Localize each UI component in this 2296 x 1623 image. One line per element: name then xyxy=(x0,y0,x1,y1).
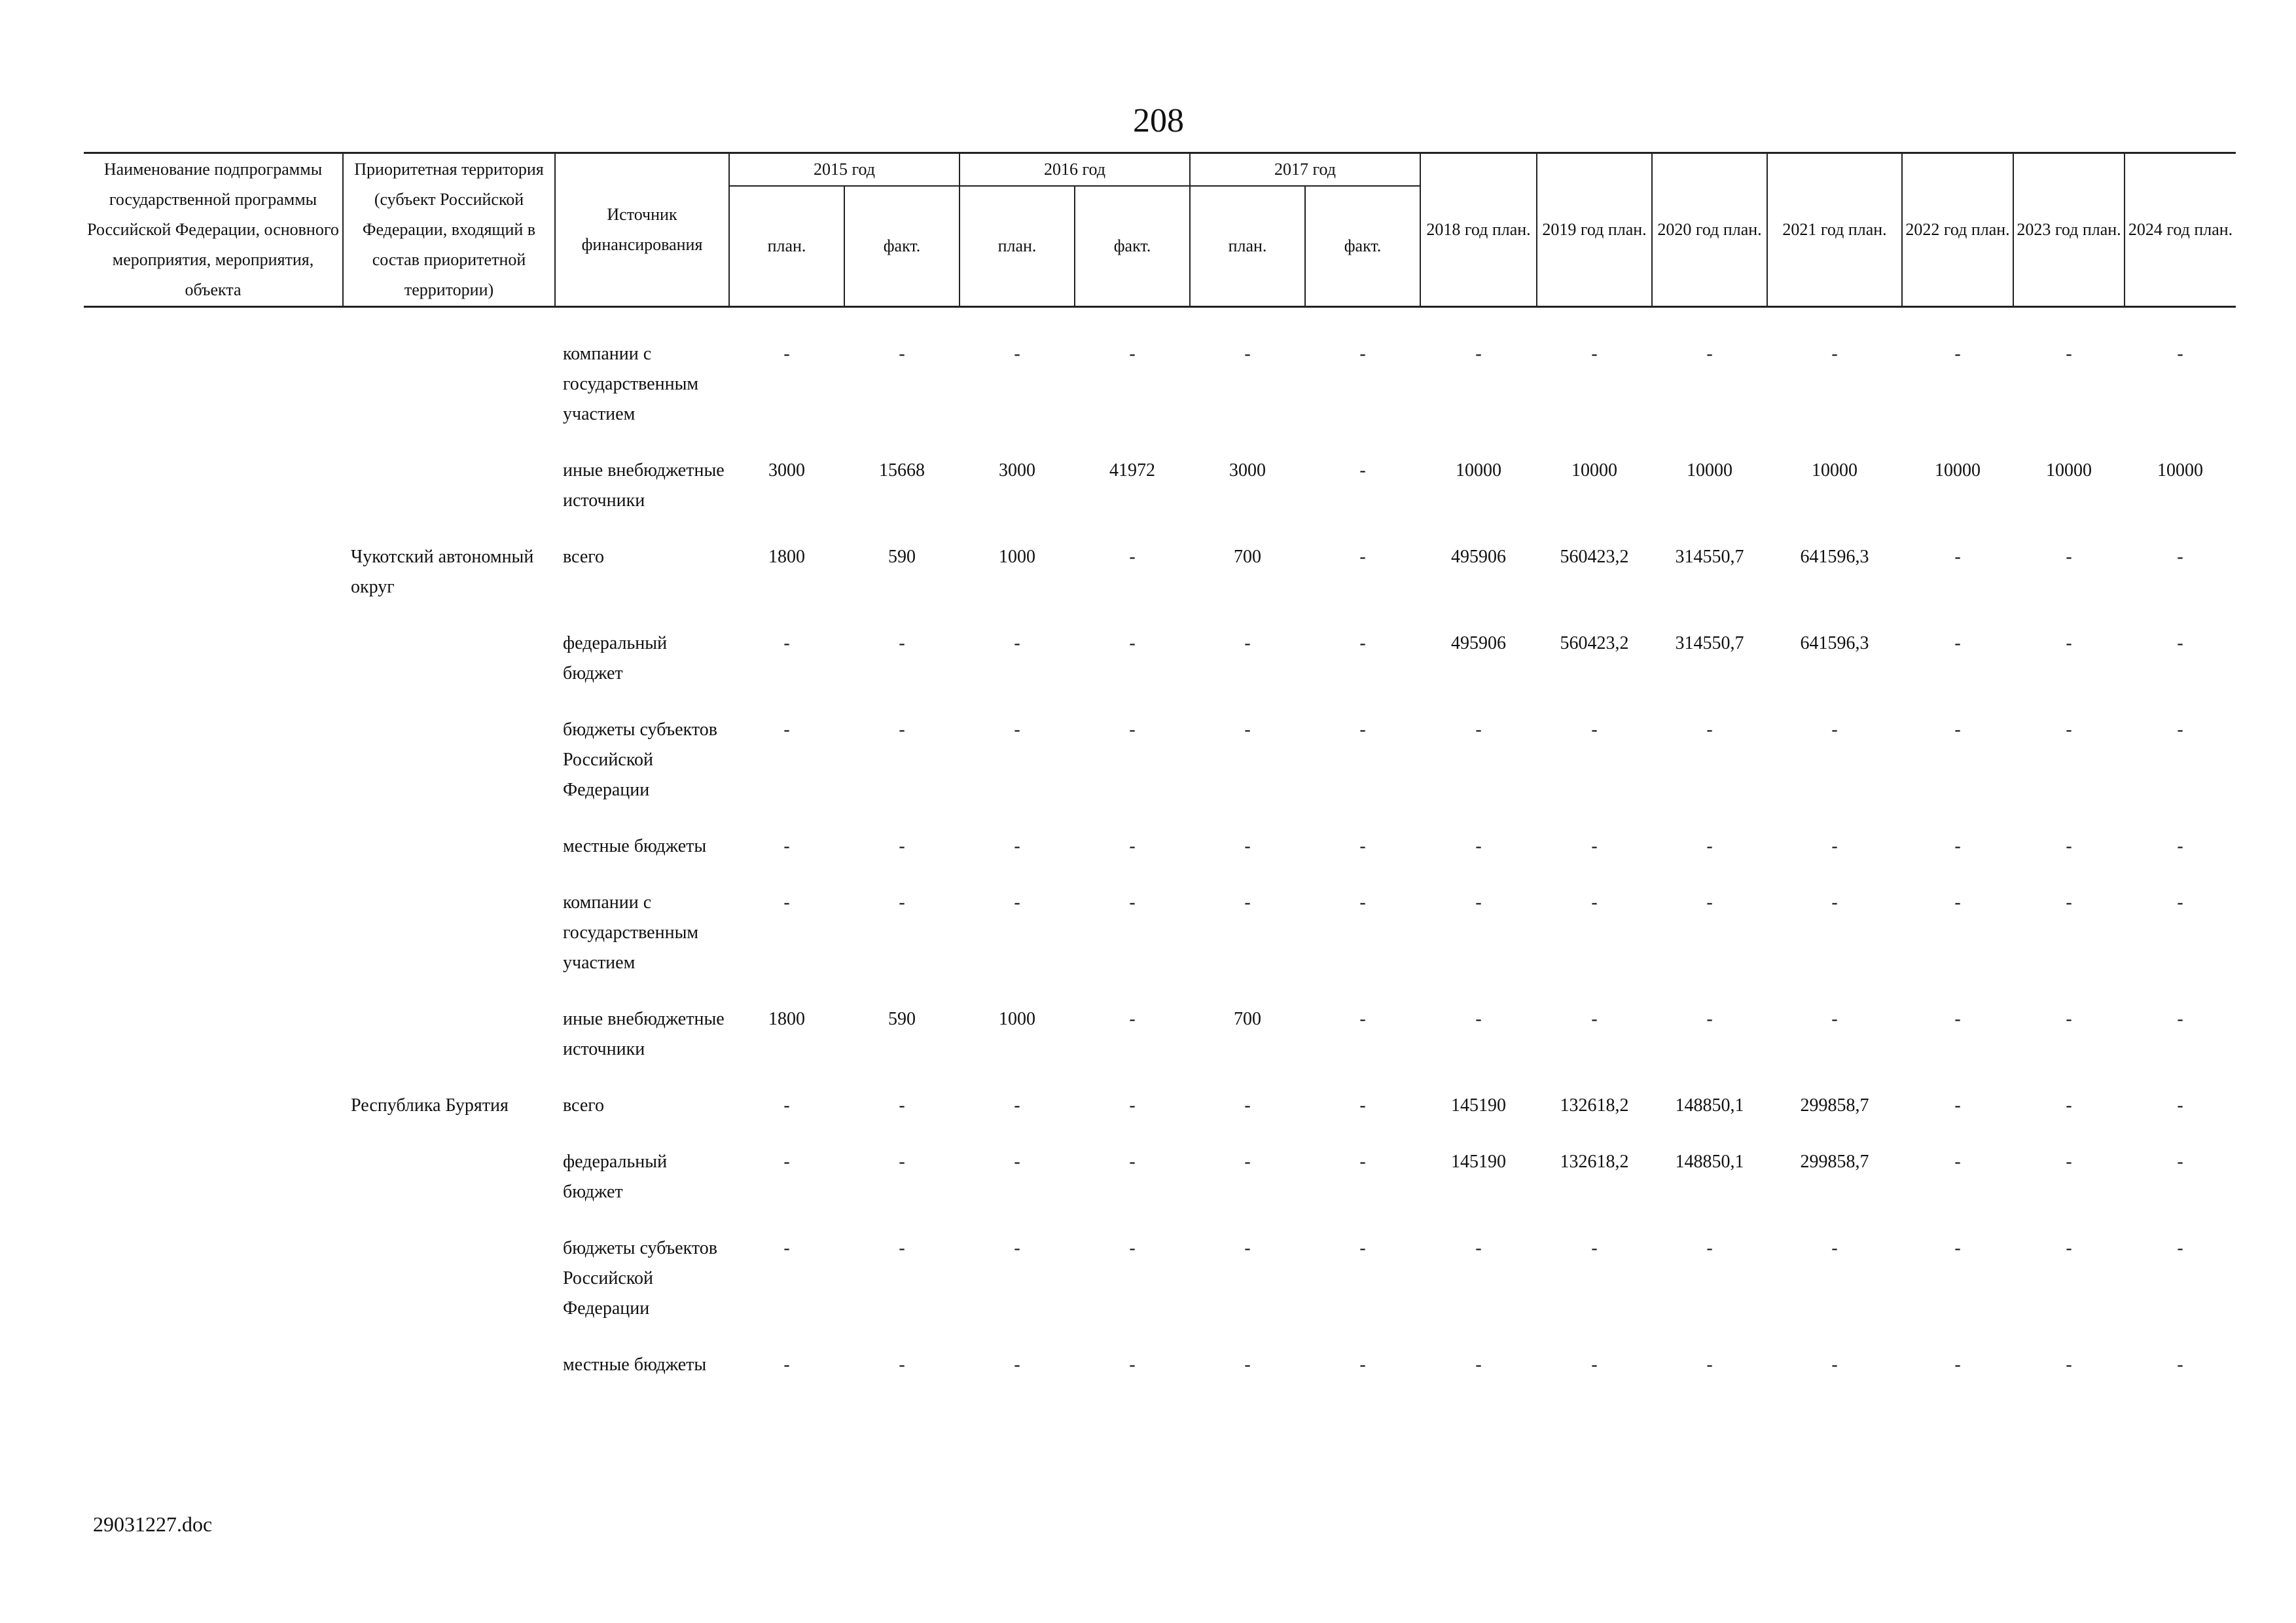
value-cell: 299858,7 xyxy=(1800,1152,1869,1172)
value-cell: - xyxy=(1954,836,1961,856)
table-row xyxy=(84,818,2236,875)
header-2021-plan: 2021 год план. xyxy=(1767,153,1902,307)
value-cell: - xyxy=(1359,344,1366,364)
value-cell: - xyxy=(1706,344,1713,364)
table-row xyxy=(84,529,2236,615)
value-cell: - xyxy=(2177,892,2183,913)
table-row xyxy=(84,702,2236,818)
value-cell: - xyxy=(1014,1095,1020,1116)
header-2018-plan: 2018 год план. xyxy=(1420,153,1537,307)
value-cell: - xyxy=(1475,1238,1482,1258)
value-cell: - xyxy=(2066,633,2072,653)
territory-cell xyxy=(343,443,555,529)
value-cell: - xyxy=(1706,720,1713,740)
value-cell: - xyxy=(1244,720,1251,740)
value-cell: - xyxy=(783,344,790,364)
funding-source-cell: бюджеты субъектов Российской Федерации xyxy=(563,1238,717,1319)
value-cell: 590 xyxy=(888,1009,916,1029)
header-2015-plan: план. xyxy=(729,186,844,307)
value-cell: 700 xyxy=(1234,547,1261,567)
value-cell: - xyxy=(1129,344,1136,364)
funding-source-cell: федеральный бюджет xyxy=(563,633,668,684)
value-cell: 148850,1 xyxy=(1675,1095,1744,1116)
value-cell: - xyxy=(1475,1009,1482,1029)
funding-source-cell: компании с государственным участием xyxy=(563,344,699,424)
value-cell: - xyxy=(899,892,905,913)
value-cell: 145190 xyxy=(1451,1152,1506,1172)
value-cell: - xyxy=(1954,720,1961,740)
value-cell: - xyxy=(2066,1152,2072,1172)
value-cell: - xyxy=(1244,344,1251,364)
header-2016-plan: план. xyxy=(960,186,1075,307)
subprogram-name-cell xyxy=(84,1078,343,1134)
value-cell: - xyxy=(1244,1095,1251,1116)
funding-source-cell: местные бюджеты xyxy=(563,836,707,856)
value-cell: - xyxy=(783,633,790,653)
value-cell: - xyxy=(2066,1095,2072,1116)
value-cell: - xyxy=(1359,1152,1366,1172)
territory-cell: Республика Бурятия xyxy=(351,1095,509,1116)
value-cell: - xyxy=(1591,344,1598,364)
value-cell: 10000 xyxy=(1812,460,1857,481)
value-cell: - xyxy=(1954,344,1961,364)
value-cell: - xyxy=(1129,1009,1136,1029)
value-cell: 145190 xyxy=(1451,1095,1506,1116)
value-cell: - xyxy=(1954,1238,1961,1258)
territory-cell xyxy=(343,875,555,991)
value-cell: - xyxy=(783,1152,790,1172)
value-cell: - xyxy=(1359,836,1366,856)
subprogram-name-cell xyxy=(84,702,343,818)
subprogram-name-cell xyxy=(84,443,343,529)
value-cell: - xyxy=(2177,1009,2183,1029)
value-cell: - xyxy=(1591,892,1598,913)
territory-cell xyxy=(343,615,555,702)
value-cell: - xyxy=(2177,547,2183,567)
value-cell: - xyxy=(1129,720,1136,740)
header-year-2017: 2017 год xyxy=(1190,153,1420,187)
subprogram-name-cell xyxy=(84,1337,343,1393)
value-cell: - xyxy=(1954,1095,1961,1116)
document-file-name: 29031227.doc xyxy=(93,1512,213,1536)
value-cell: 314550,7 xyxy=(1675,633,1744,653)
value-cell: - xyxy=(1359,460,1366,481)
value-cell: 299858,7 xyxy=(1800,1095,1869,1116)
value-cell: 495906 xyxy=(1451,547,1506,567)
value-cell: 1000 xyxy=(999,1009,1035,1029)
table-row xyxy=(84,1220,2236,1337)
value-cell: - xyxy=(1831,836,1838,856)
value-cell: - xyxy=(2177,344,2183,364)
value-cell: 10000 xyxy=(2046,460,2092,481)
value-cell: - xyxy=(1954,1152,1961,1172)
value-cell: - xyxy=(1475,836,1482,856)
value-cell: - xyxy=(2177,836,2183,856)
value-cell: - xyxy=(1831,1355,1838,1375)
header-row-1 xyxy=(84,153,2236,187)
value-cell: - xyxy=(899,633,905,653)
territory-cell xyxy=(343,1134,555,1220)
value-cell: - xyxy=(1706,1009,1713,1029)
value-cell: - xyxy=(783,1238,790,1258)
header-2024-plan: 2024 год план. xyxy=(2125,153,2236,307)
value-cell: 41972 xyxy=(1109,460,1155,481)
value-cell: 10000 xyxy=(1687,460,1732,481)
value-cell: - xyxy=(1244,1152,1251,1172)
value-cell: - xyxy=(1831,892,1838,913)
value-cell: - xyxy=(899,344,905,364)
value-cell: - xyxy=(1129,547,1136,567)
funding-source-cell: иные внебюджетные источники xyxy=(563,460,725,511)
value-cell: - xyxy=(2177,720,2183,740)
value-cell: - xyxy=(2066,1355,2072,1375)
value-cell: 148850,1 xyxy=(1675,1152,1744,1172)
value-cell: - xyxy=(1831,720,1838,740)
value-cell: 10000 xyxy=(1935,460,1981,481)
value-cell: - xyxy=(783,1355,790,1375)
value-cell: - xyxy=(1475,344,1482,364)
table-row xyxy=(84,1078,2236,1134)
header-2019-plan: 2019 год план. xyxy=(1537,153,1652,307)
value-cell: - xyxy=(2066,344,2072,364)
value-cell: - xyxy=(899,1355,905,1375)
value-cell: - xyxy=(1244,1238,1251,1258)
value-cell: - xyxy=(1591,1009,1598,1029)
value-cell: - xyxy=(1014,1152,1020,1172)
header-2016-fact: факт. xyxy=(1075,186,1190,307)
value-cell: - xyxy=(2177,633,2183,653)
subprogram-name-cell xyxy=(84,818,343,875)
header-subprogram-name: Наименование подпрограммы государственной программы Российской Федерации, основного мероприятия, мероприятия, объекта xyxy=(84,153,343,307)
header-year-2015: 2015 год xyxy=(729,153,960,187)
table-row xyxy=(84,307,2236,443)
value-cell: 132618,2 xyxy=(1560,1095,1629,1116)
value-cell: - xyxy=(2177,1238,2183,1258)
value-cell: - xyxy=(1706,892,1713,913)
subprogram-name-cell xyxy=(84,529,343,615)
territory-cell xyxy=(343,307,555,443)
value-cell: - xyxy=(1244,633,1251,653)
value-cell: - xyxy=(783,1095,790,1116)
value-cell: - xyxy=(1014,633,1020,653)
value-cell: - xyxy=(899,836,905,856)
value-cell: 1800 xyxy=(768,547,805,567)
value-cell: - xyxy=(1129,1095,1136,1116)
table-row xyxy=(84,875,2236,991)
value-cell: - xyxy=(1014,1238,1020,1258)
value-cell: 1800 xyxy=(768,1009,805,1029)
value-cell: 1000 xyxy=(999,547,1035,567)
value-cell: - xyxy=(1954,547,1961,567)
territory-cell xyxy=(343,991,555,1078)
value-cell: - xyxy=(2177,1095,2183,1116)
value-cell: - xyxy=(1359,892,1366,913)
value-cell: - xyxy=(1831,1238,1838,1258)
header-2023-plan: 2023 год план. xyxy=(2013,153,2125,307)
value-cell: - xyxy=(1359,720,1366,740)
value-cell: - xyxy=(783,836,790,856)
value-cell: - xyxy=(2177,1355,2183,1375)
value-cell: - xyxy=(1359,1095,1366,1116)
subprogram-name-cell xyxy=(84,991,343,1078)
value-cell: - xyxy=(2066,1009,2072,1029)
value-cell: 15668 xyxy=(879,460,925,481)
value-cell: 3000 xyxy=(999,460,1035,481)
value-cell: - xyxy=(1954,633,1961,653)
value-cell: - xyxy=(899,1095,905,1116)
value-cell: - xyxy=(783,720,790,740)
value-cell: 560423,2 xyxy=(1560,633,1629,653)
value-cell: - xyxy=(1129,1238,1136,1258)
funding-source-cell: иные внебюджетные источники xyxy=(563,1009,725,1059)
value-cell: - xyxy=(1359,1355,1366,1375)
table-row xyxy=(84,1134,2236,1220)
table-row xyxy=(84,991,2236,1078)
territory-cell xyxy=(343,818,555,875)
value-cell: - xyxy=(2066,892,2072,913)
value-cell: - xyxy=(1129,836,1136,856)
funding-source-cell: всего xyxy=(563,1095,605,1116)
value-cell: 314550,7 xyxy=(1675,547,1744,567)
value-cell: - xyxy=(1591,720,1598,740)
value-cell: - xyxy=(1359,633,1366,653)
table-body xyxy=(84,307,2236,1394)
value-cell: - xyxy=(1475,720,1482,740)
funding-source-cell: компании с государственным участием xyxy=(563,892,699,973)
value-cell: - xyxy=(1129,1355,1136,1375)
value-cell: - xyxy=(1129,1152,1136,1172)
value-cell: - xyxy=(1129,633,1136,653)
value-cell: - xyxy=(1706,836,1713,856)
table-row xyxy=(84,1337,2236,1393)
value-cell: - xyxy=(1014,892,1020,913)
value-cell: - xyxy=(899,720,905,740)
header-year-2016: 2016 год xyxy=(960,153,1190,187)
value-cell: - xyxy=(1014,344,1020,364)
value-cell: - xyxy=(1831,344,1838,364)
value-cell: - xyxy=(2066,836,2072,856)
value-cell: - xyxy=(1359,1238,1366,1258)
value-cell: - xyxy=(2177,1152,2183,1172)
value-cell: - xyxy=(1954,1355,1961,1375)
header-funding-source: Источник финансирования xyxy=(555,153,729,307)
value-cell: 700 xyxy=(1234,1009,1261,1029)
value-cell: 3000 xyxy=(768,460,805,481)
subprogram-name-cell xyxy=(84,1220,343,1337)
value-cell: - xyxy=(1014,1355,1020,1375)
value-cell: - xyxy=(1244,892,1251,913)
value-cell: - xyxy=(1591,1355,1598,1375)
value-cell: - xyxy=(1475,1355,1482,1375)
header-2017-fact: факт. xyxy=(1305,186,1420,307)
funding-source-cell: всего xyxy=(563,547,605,567)
value-cell: 641596,3 xyxy=(1800,547,1869,567)
value-cell: - xyxy=(1706,1238,1713,1258)
value-cell: - xyxy=(1591,1238,1598,1258)
value-cell: 641596,3 xyxy=(1800,633,1869,653)
value-cell: - xyxy=(1954,1009,1961,1029)
value-cell: - xyxy=(1014,836,1020,856)
header-2017-plan: план. xyxy=(1190,186,1305,307)
subprogram-name-cell xyxy=(84,1134,343,1220)
table-row xyxy=(84,443,2236,529)
header-2022-plan: 2022 год план. xyxy=(1902,153,2013,307)
value-cell: - xyxy=(2066,547,2072,567)
page-number: 208 xyxy=(1133,102,1184,139)
value-cell: - xyxy=(1014,720,1020,740)
header-2015-fact: факт. xyxy=(844,186,960,307)
value-cell: 3000 xyxy=(1229,460,1266,481)
value-cell: - xyxy=(1831,1009,1838,1029)
value-cell: - xyxy=(899,1152,905,1172)
subprogram-name-cell xyxy=(84,307,343,443)
funding-source-cell: федеральный бюджет xyxy=(563,1152,668,1202)
subprogram-name-cell xyxy=(84,615,343,702)
table-row xyxy=(84,615,2236,702)
value-cell: 495906 xyxy=(1451,633,1506,653)
value-cell: - xyxy=(1359,1009,1366,1029)
value-cell: 590 xyxy=(888,547,916,567)
value-cell: - xyxy=(899,1238,905,1258)
value-cell: 10000 xyxy=(2157,460,2203,481)
subprogram-name-cell xyxy=(84,875,343,991)
value-cell: - xyxy=(2066,1238,2072,1258)
funding-source-cell: бюджеты субъектов Российской Федерации xyxy=(563,720,717,800)
header-priority-territory: Приоритетная территория (субъект Российской Федерации, входящий в состав приоритетной территории) xyxy=(343,153,555,307)
territory-cell xyxy=(343,1337,555,1393)
value-cell: - xyxy=(783,892,790,913)
value-cell: - xyxy=(1244,836,1251,856)
territory-cell xyxy=(343,1220,555,1337)
territory-cell xyxy=(343,702,555,818)
header-2020-plan: 2020 год план. xyxy=(1652,153,1767,307)
value-cell: 10000 xyxy=(1571,460,1617,481)
value-cell: - xyxy=(1244,1355,1251,1375)
value-cell: - xyxy=(1706,1355,1713,1375)
value-cell: 10000 xyxy=(1456,460,1501,481)
value-cell: 132618,2 xyxy=(1560,1152,1629,1172)
value-cell: 560423,2 xyxy=(1560,547,1629,567)
funding-source-cell: местные бюджеты xyxy=(563,1355,707,1375)
financing-table xyxy=(84,152,2236,1393)
value-cell: - xyxy=(1359,547,1366,567)
value-cell: - xyxy=(1591,836,1598,856)
value-cell: - xyxy=(2066,720,2072,740)
value-cell: - xyxy=(1954,892,1961,913)
value-cell: - xyxy=(1129,892,1136,913)
value-cell: - xyxy=(1475,892,1482,913)
territory-cell: Чукотский автономный округ xyxy=(351,547,534,597)
